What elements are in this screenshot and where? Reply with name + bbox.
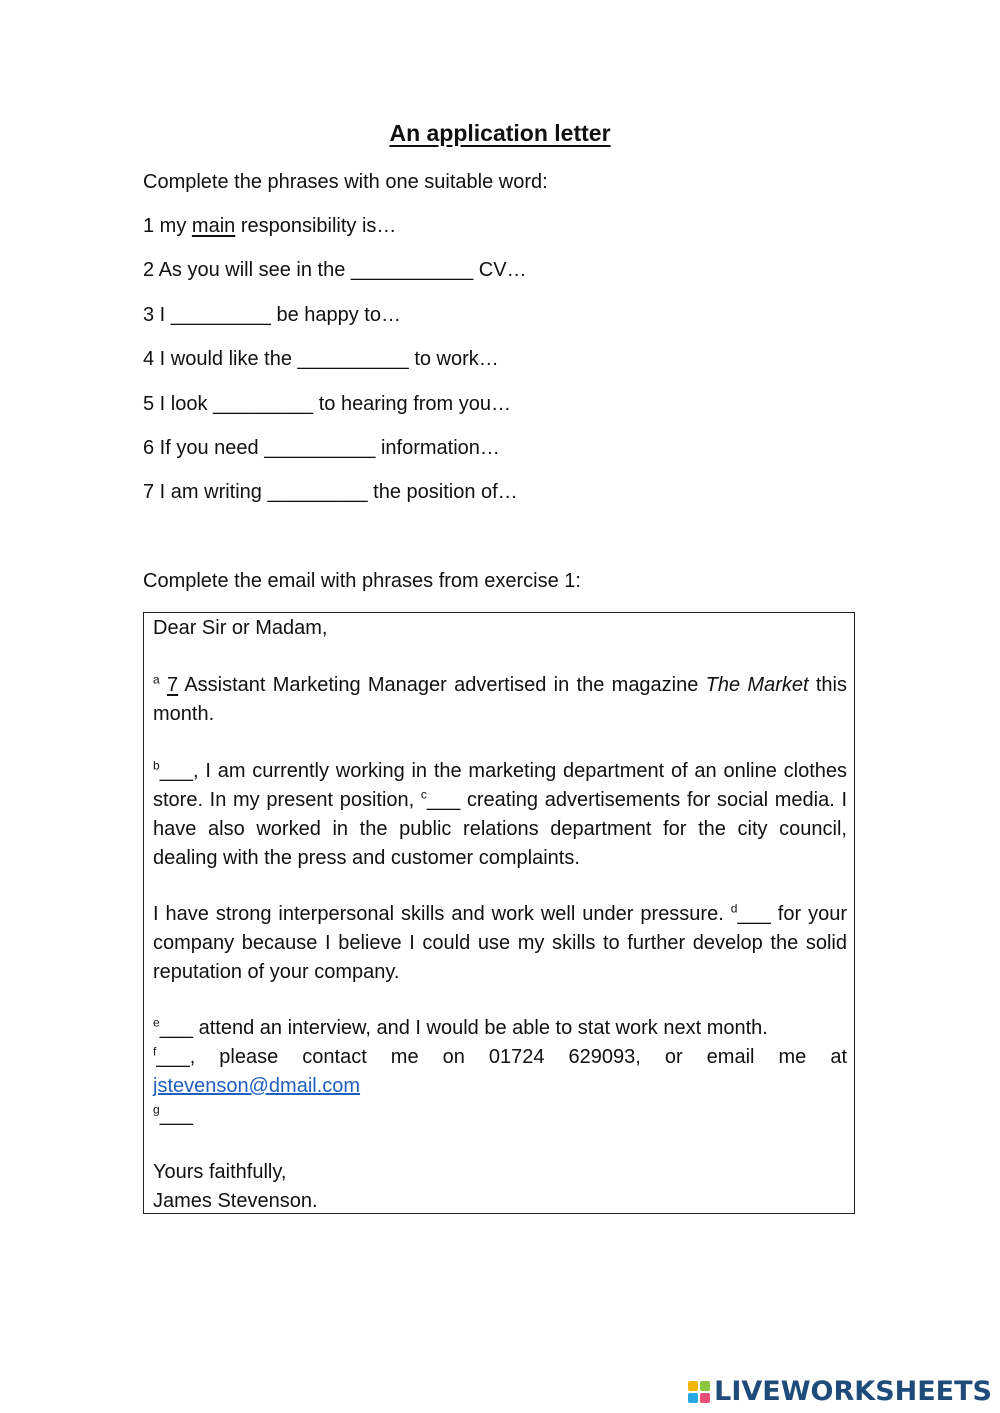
liveworksheets-logo <box>688 1376 992 1407</box>
magazine-name: The Market <box>705 674 809 696</box>
email-signature: James Stevenson. <box>153 1190 318 1212</box>
gap-marker-f: f <box>153 1044 157 1059</box>
exercise1-item-7: 7 I am writing _________ the position of… <box>143 481 518 503</box>
email-paragraph-g <box>153 1101 847 1130</box>
logo-square-4 <box>700 1393 710 1403</box>
email-paragraph-d <box>153 900 847 987</box>
item-1-suffix: responsibility is… <box>235 215 397 237</box>
exercise1-instruction: Complete the phrases with one suitable word: <box>143 171 548 193</box>
para-d-text-2: ___ for your company because I believe I could use my skills to further develop the solid reputation of your company. <box>153 903 847 983</box>
exercise1-item-1 <box>143 215 396 238</box>
para-e-text-1: ___ attend an interview, and I would be able to stat work next month. <box>159 1017 768 1039</box>
logo-text: LIVEWORKSHEETS <box>714 1376 992 1407</box>
gap-marker-b: b <box>153 758 160 773</box>
para-f-text: ___, please contact me on 01724 629093, or email me at <box>156 1046 847 1068</box>
exercise1-item-3: 3 I _________ be happy to… <box>143 304 401 326</box>
item-1-answer: main <box>191 215 236 237</box>
gap-marker-c: c <box>420 787 427 802</box>
logo-square-2 <box>700 1381 710 1391</box>
email-paragraph-f <box>153 1043 847 1101</box>
exercise1-item-2: 2 As you will see in the ___________ CV… <box>143 259 527 281</box>
logo-square-3 <box>688 1393 698 1403</box>
page-title: An application letter <box>389 120 611 146</box>
gap-marker-a: a <box>153 672 160 687</box>
email-closing: Yours faithfully, <box>153 1161 287 1183</box>
exercise1-item-6: 6 If you need __________ information… <box>143 437 500 459</box>
gap-a-answer: 7 <box>167 674 179 696</box>
exercise1-item-4: 4 I would like the __________ to work… <box>143 348 499 370</box>
item-1-prefix: 1 my <box>143 215 192 237</box>
exercise1-item-5: 5 I look _________ to hearing from you… <box>143 393 512 415</box>
email-link[interactable]: jstevenson@dmail.com <box>153 1075 361 1097</box>
para-a-text-2: this month. <box>153 674 847 725</box>
para-b-text-2: ___ creating advertisements for social media. I have also worked in the public relations department for the city council, dealing with the press and customer complaints. <box>153 789 847 869</box>
para-b-text-1: ___, I am currently working in the marketing department of an online clothes store. In my present position, <box>153 760 847 811</box>
gap-marker-g: g <box>153 1102 160 1117</box>
email-paragraph-a <box>153 671 847 729</box>
email-paragraph-b <box>153 757 847 873</box>
para-a-text-1: Assistant Marketing Manager advertised in the magazine <box>178 674 706 696</box>
gap-g-blank: ___ <box>159 1104 194 1126</box>
exercise2-instruction: Complete the email with phrases from exercise 1: <box>143 570 581 592</box>
gap-marker-e: e <box>153 1015 160 1030</box>
email-paragraph-e <box>153 1014 847 1043</box>
para-d-text-1: I have strong interpersonal skills and work well under pressure. <box>153 903 731 925</box>
email-greeting: Dear Sir or Madam, <box>153 617 328 639</box>
email-box <box>143 612 855 1214</box>
logo-square-1 <box>688 1381 698 1391</box>
gap-marker-d: d <box>730 901 738 916</box>
logo-grid-icon <box>688 1381 710 1403</box>
